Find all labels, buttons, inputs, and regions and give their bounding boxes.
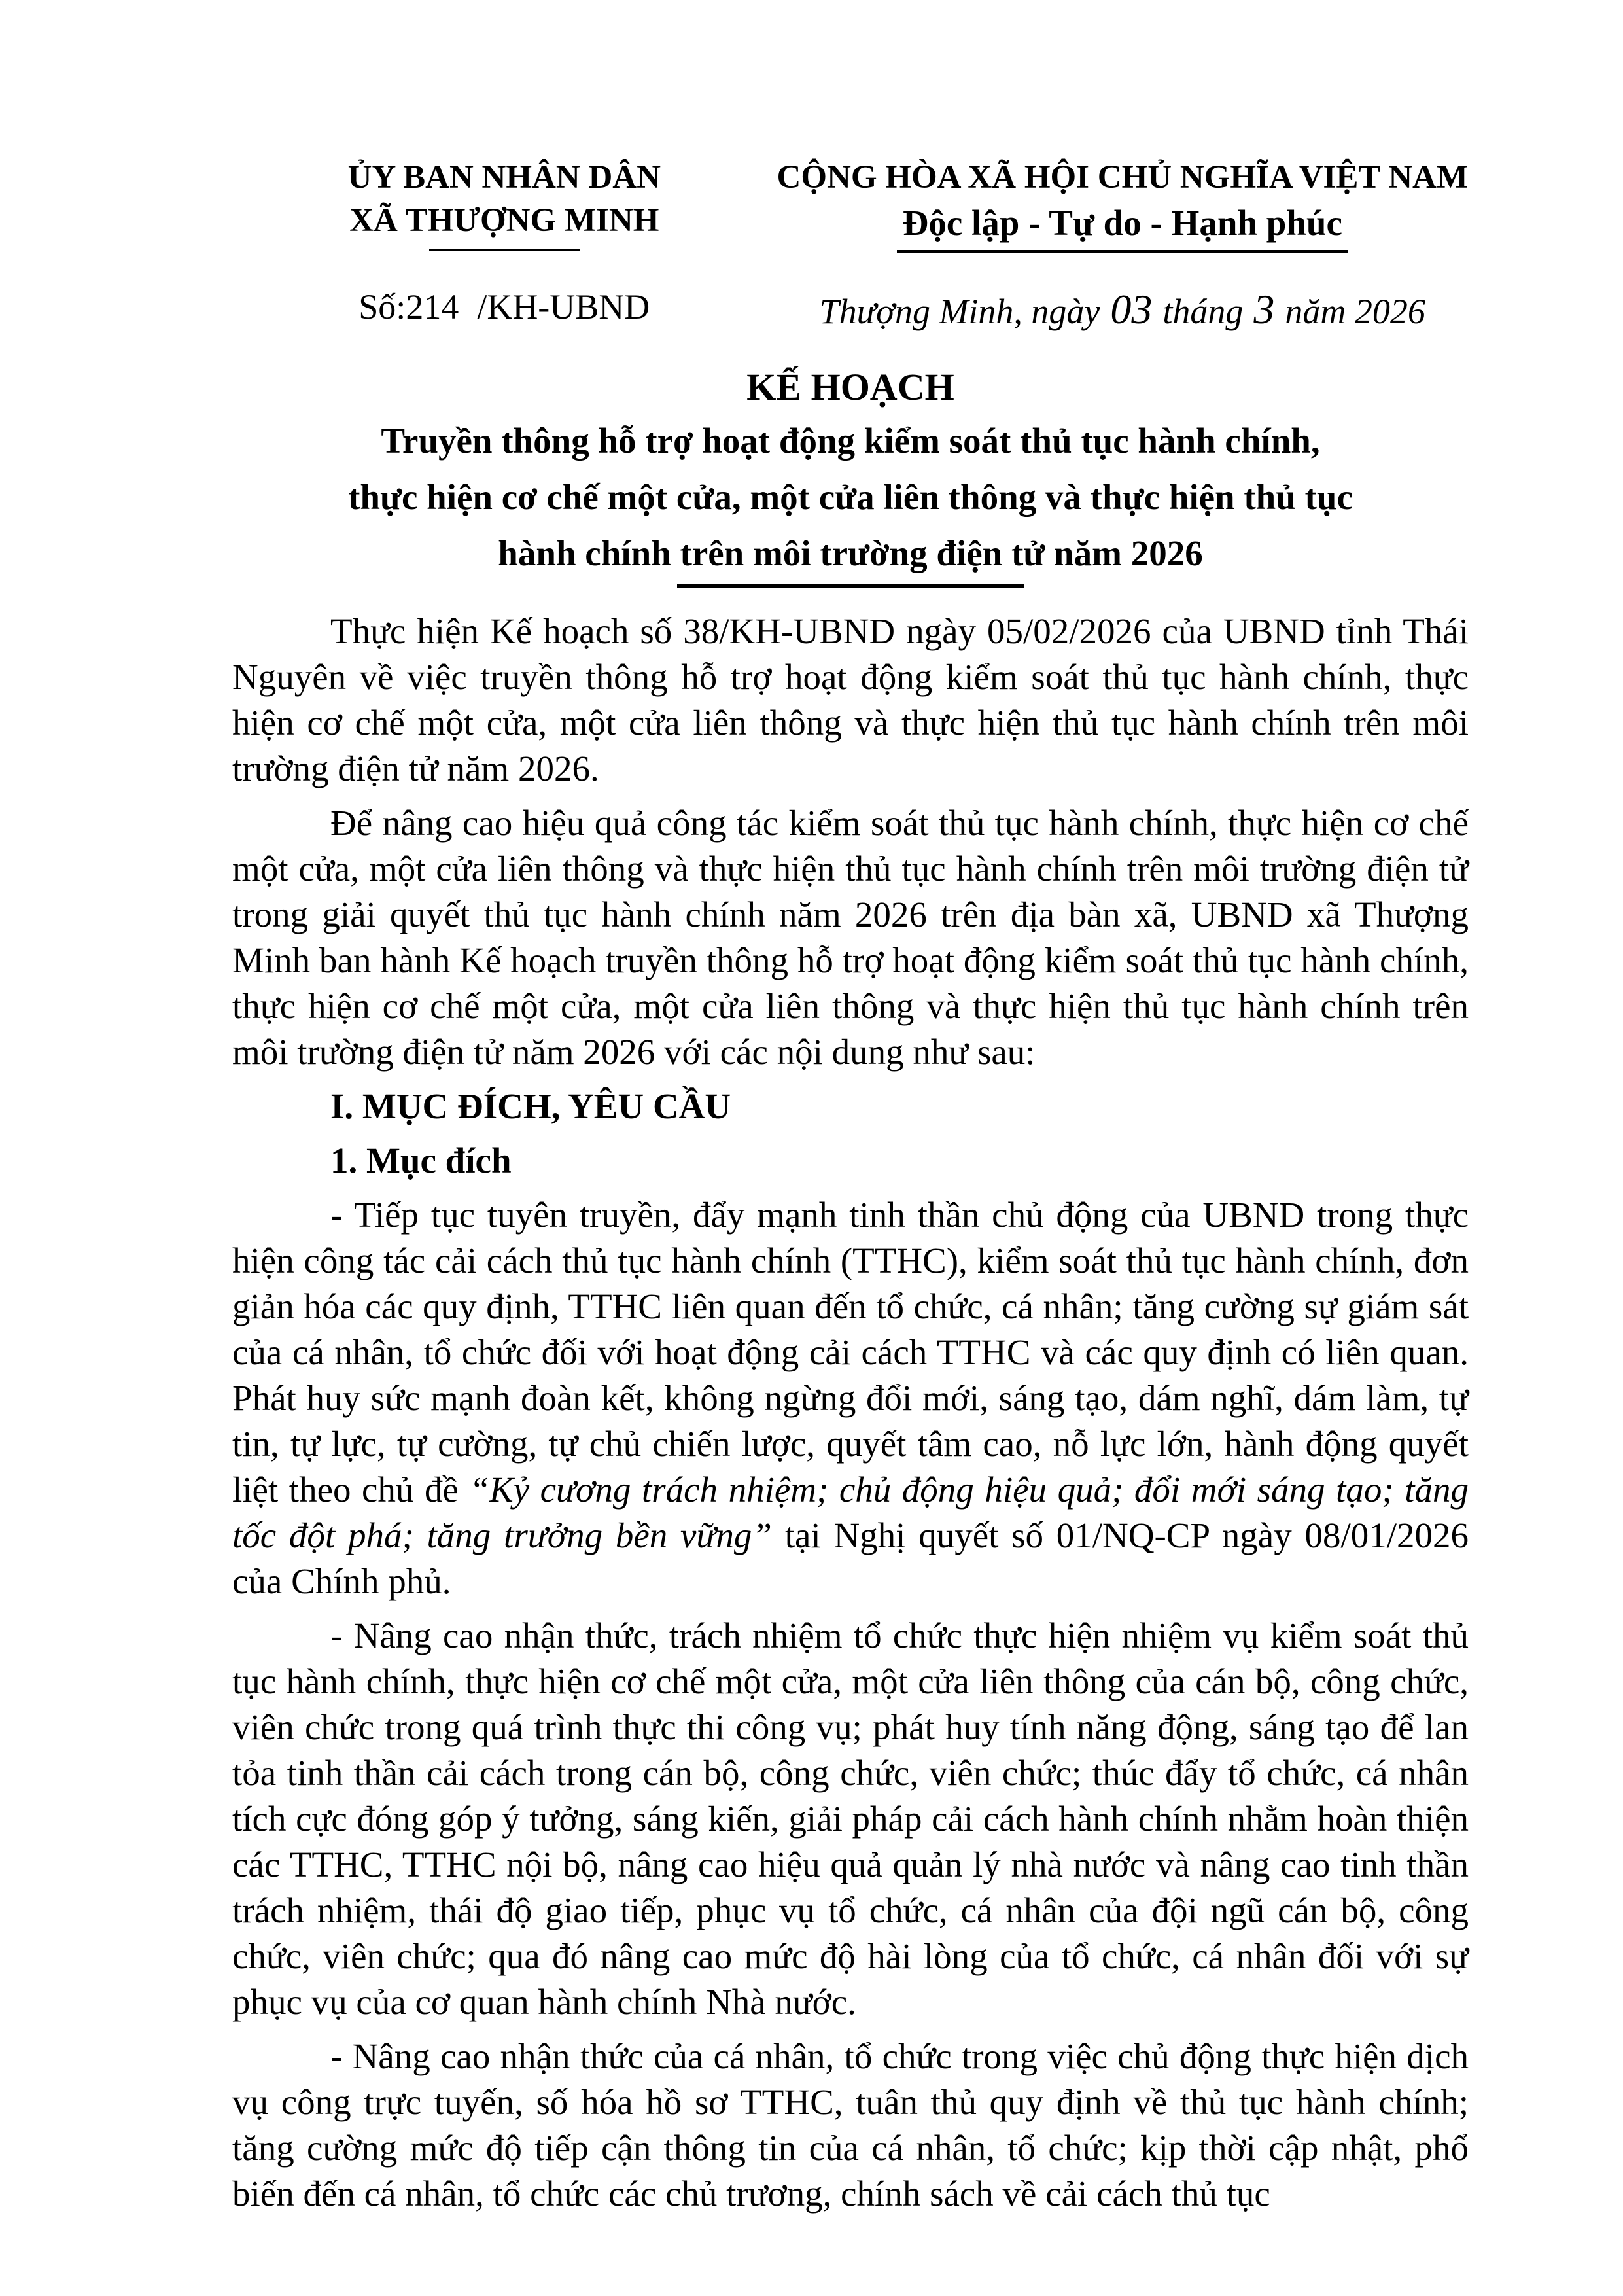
document-number-value: 214 <box>406 287 459 327</box>
place-date-line <box>777 287 1469 334</box>
issuing-authority-underline <box>429 249 580 251</box>
bullet-paragraph-1 <box>232 1192 1469 1604</box>
subsection-heading-1: 1. Mục đích <box>330 1140 512 1180</box>
document-type-heading: KẾ HOẠCH <box>746 366 954 408</box>
national-motto-underline <box>897 250 1348 253</box>
title-line-1: Truyền thông hỗ trợ hoạt động kiểm soát thủ tục hành chính, <box>381 421 1320 461</box>
issuing-authority-name: XÃ THƯỢNG MINH <box>349 202 659 239</box>
document-title-block <box>232 362 1469 588</box>
bullet-1-text: - Tiếp tục tuyên truyền, đẩy mạnh tinh thần chủ động của UBND trong thực hiện công tác cải cách thủ tục hành chính (TTHC), kiểm soát thủ tục hành chính, đơn giản hóa các quy định, TTHC liên quan đến tổ chức, cá nhân; tăng cường sự giám sát của cá nhân, tổ chức đối với hoạt động cải cách TTHC và các quy định có liên quan. Phát huy sức mạnh đoàn kết, không ngừng đổi mới, sáng tạo, dám nghĩ, dám làm, tự tin, tự lực, tự cường, tự chủ chiến lược, quyết tâm cao, nỗ lực lớn, hành động quyết liệt theo chủ đề <box>232 1195 1469 1510</box>
bullet-1-text-end: tại Nghị quyết số 01/NQ-CP ngày 08/01/2026 của Chính phủ. <box>232 1515 1469 1601</box>
issuing-authority-block <box>232 156 777 328</box>
national-motto: Độc lập - Tự do - Hạnh phúc <box>902 203 1342 243</box>
issuing-authority-parent: ỦY BAN NHÂN DÂN <box>347 159 661 196</box>
bullet-paragraph-2: - Nâng cao nhận thức, trách nhiệm tổ chức thực hiện nhiệm vụ kiểm soát thủ tục hành chính, thực hiện cơ chế một cửa, một cửa liên thông của cán bộ, công chức, viên chức trong quá trình thực thi công vụ; phát huy tính năng động, sáng tạo để lan tỏa tinh thần cải cách trong cán bộ, công chức, viên chức; thúc đẩy tổ chức, cá nhân tích cực đóng góp ý tưởng, sáng kiến, giải pháp cải cách hành chính nhằm hoàn thiện các TTHC, TTHC nội bộ, nâng cao hiệu quả quản lý nhà nước và nâng cao tinh thần trách nhiệm, thái độ giao tiếp, phục vụ tổ chức, cá nhân của đội ngũ cán bộ, công chức, viên chức; qua đó nâng cao mức độ hài lòng của tổ chức, cá nhân đối với sự phục vụ của cơ quan hành chính Nhà nước. <box>232 1616 1469 2022</box>
place-date-prefix: Thượng Minh, ngày <box>819 292 1100 331</box>
title-line-3: hành chính trên môi trường điện tử năm 2026 <box>498 533 1203 573</box>
date-year-label: năm 2026 <box>1285 292 1425 331</box>
title-line-2: thực hiện cơ chế một cửa, một cửa liên thông và thực hiện thủ tục <box>348 477 1353 517</box>
document-header <box>232 156 1469 334</box>
date-month-label: tháng <box>1162 292 1244 331</box>
section-heading-1: I. MỤC ĐÍCH, YÊU CẦU <box>330 1086 731 1126</box>
date-day-value: 03 <box>1110 286 1153 332</box>
bullet-paragraph-3: - Nâng cao nhận thức của cá nhân, tổ chức trong việc chủ động thực hiện dịch vụ công trực tuyến, số hóa hồ sơ TTHC, tuân thủ quy định về thủ tục hành chính; tăng cường mức độ tiếp cận thông tin của cá nhân, tổ chức; kịp thời cập nhật, phổ biến đến cá nhân, tổ chức các chủ trương, chính sách về cải cách thủ tục <box>232 2036 1469 2214</box>
title-underline <box>677 584 1024 588</box>
date-month-value: 3 <box>1253 286 1275 332</box>
national-header-block <box>777 156 1469 334</box>
document-number-label: Số: <box>358 287 406 327</box>
document-number-line <box>232 285 777 328</box>
national-title: CỘNG HÒA XÃ HỘI CHỦ NGHĨA VIỆT NAM <box>777 159 1469 196</box>
paragraph-basis-1: Thực hiện Kế hoạch số 38/KH-UBND ngày 05/02/2026 của UBND tỉnh Thái Nguyên về việc truyền thông hỗ trợ hoạt động kiểm soát thủ tục hành chính, thực hiện cơ chế một cửa, một cửa liên thông và thực hiện thủ tục hành chính trên môi trường điện tử năm 2026. <box>232 611 1469 788</box>
paragraph-basis-2: Để nâng cao hiệu quả công tác kiểm soát thủ tục hành chính, thực hiện cơ chế một cửa, một cửa liên thông và thực hiện thủ tục hành chính trên môi trường điện tử trong giải quyết thủ tục hành chính năm 2026 trên địa bàn xã, UBND xã Thượng Minh ban hành Kế hoạch truyền thông hỗ trợ hoạt động kiểm soát thủ tục hành chính, thực hiện cơ chế một cửa, một cửa liên thông và thực hiện thủ tục hành chính trên môi trường điện tử năm 2026 với các nội dung như sau: <box>232 803 1469 1072</box>
bullet-1-theme-quote: “Kỷ cương trách nhiệm; chủ động hiệu quả; đổi mới sáng tạo; tăng tốc đột phá; tăng trưởng bền vững” <box>232 1470 1469 1555</box>
document-body <box>232 609 1469 2217</box>
document-number-symbol: /KH-UBND <box>477 287 650 327</box>
